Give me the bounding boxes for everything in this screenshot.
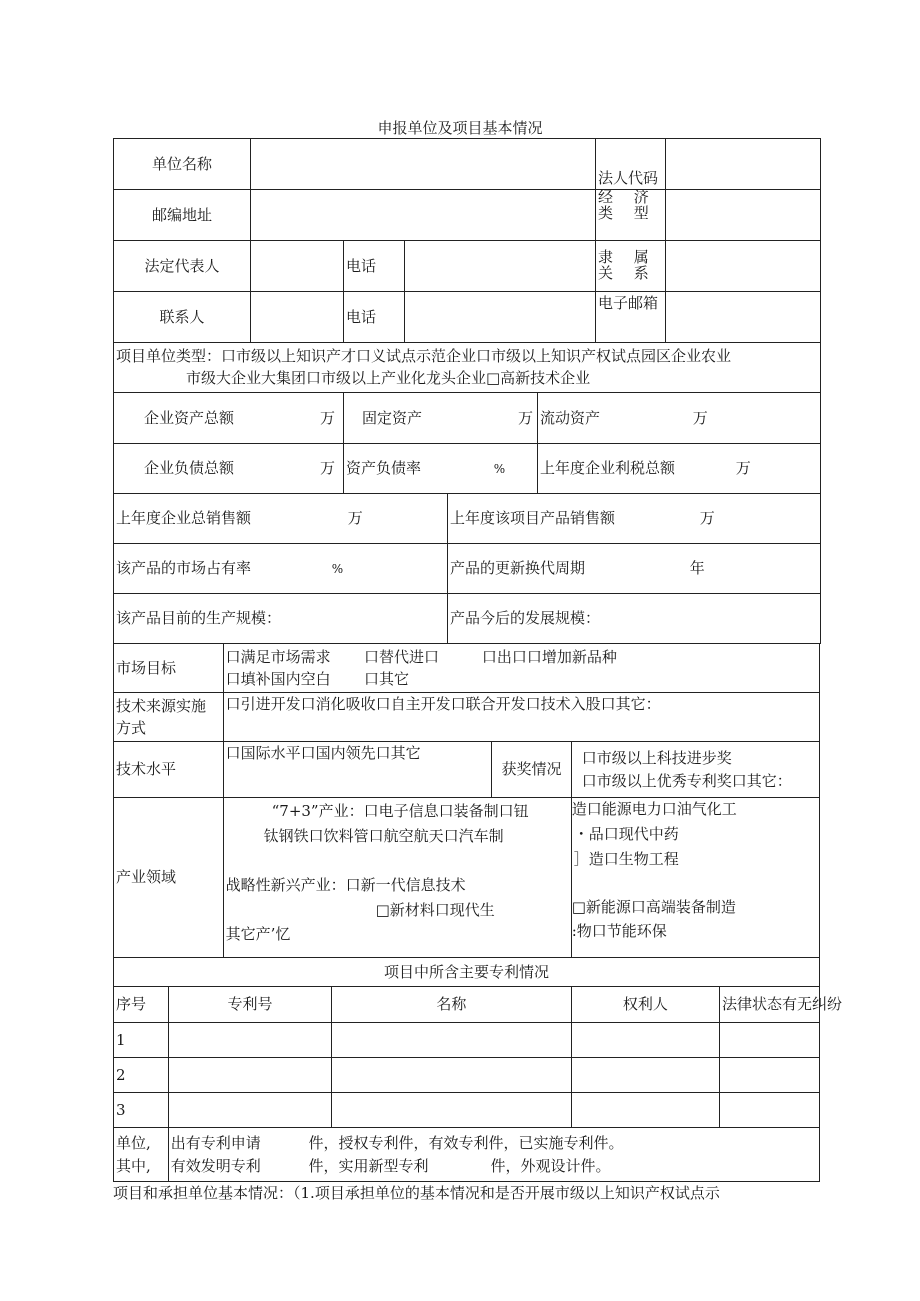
patent-name-cell[interactable] [332,1023,572,1058]
patent-summary-line-1: 出有专利申请 件，授权专利件，有效专利件，已实施专利件。 [170,1134,624,1152]
award-options[interactable] [571,742,819,798]
debt-ratio-label: 资产负债率 [346,459,422,478]
industry-left-line-3: 战略性新兴产业：口新一代信息技术 [225,876,466,894]
patent-header-dispute: 有无纠纷 [782,995,843,1014]
market-share-label: 该产品的市场占有率 [116,559,252,578]
award-line-2: 口市级以上优秀专利奖口其它： [581,771,792,790]
current-scale-cell[interactable] [114,594,448,644]
patent-header-name: 名称 [332,987,572,1023]
last-sales-cell[interactable] [114,494,448,544]
industry-left-line-5: 其它产’忆 [225,925,291,943]
tax-profit-unit: 万 [735,459,751,478]
fixed-assets-label: 固定资产 [362,408,423,427]
address-label: 邮编地址 [114,190,251,241]
unit-name-label: 单位名称 [114,139,251,190]
email-label: 电子邮箱 [596,292,666,343]
econ-type-field[interactable] [666,190,821,241]
proj-sales-cell[interactable] [448,494,821,544]
patent-row-index: 2 [114,1058,169,1093]
market-target-label: 市场目标 [114,644,224,693]
total-liab-cell[interactable] [114,444,344,494]
total-assets-cell[interactable] [114,393,344,444]
cycle-unit: 年 [689,559,705,578]
affiliation-field[interactable] [666,241,821,292]
tech-source-label [114,693,224,742]
legal-code-field[interactable] [666,139,821,190]
market-target-line-1: 口满足市场需求 口替代进口 口出口口增加新品种 [225,647,617,666]
patent-summary-label-1: 单位, [116,1134,151,1152]
industry-right-line-5: :物口节能环保 [571,922,667,940]
current-assets-label: 流动资产 [540,408,601,427]
contact-label: 联系人 [114,292,251,343]
tech-source-label-line-2: 方式 [116,719,147,737]
unit-type-line-2: 市级大企业大集团口市级以上产业化龙头企业□高新技术企业 [186,368,591,387]
table-row [114,1093,820,1128]
patent-header-number: 专利号 [168,987,331,1023]
proj-sales-label: 上年度该项目产品销售额 [450,509,616,528]
patent-status-cell[interactable] [719,1093,819,1128]
legal-code-label: 法人代码 [596,139,666,190]
industry-left-line-1: “7+3”产业：口电子信息口装备制口钮 [271,802,529,820]
future-scale-cell[interactable] [448,594,821,644]
cycle-label: 产品的更新换代周期 [450,559,586,578]
address-field[interactable] [251,190,596,241]
tech-source-label-line-1: 技术来源实施 [116,696,207,715]
patent-status-cell[interactable] [719,1058,819,1093]
legal-rep-label: 法定代表人 [114,241,251,292]
econ-type-line-2: 类 型 [598,203,657,222]
debt-ratio-cell[interactable] [344,444,538,494]
patent-row-index: 1 [114,1023,169,1058]
market-target-options[interactable] [223,644,819,693]
patent-name-cell[interactable] [332,1093,572,1128]
current-assets-cell[interactable] [538,393,821,444]
patents-title: 项目中所含主要专利情况 [114,958,820,987]
patent-name-cell[interactable] [332,1058,572,1093]
award-label: 获奖情况 [492,742,572,798]
tech-level-label: 技术水平 [114,742,224,798]
finance-table [113,392,821,494]
patent-summary[interactable] [168,1128,819,1182]
fixed-assets-unit: 万 [517,408,533,427]
industry-left[interactable] [223,798,571,958]
email-field[interactable] [666,292,821,343]
project-info-table [113,643,843,1182]
patent-summary-label [114,1128,169,1182]
current-scale-label: 该产品目前的生产规模： [116,609,282,628]
market-target-line-2: 口填补国内空白 口其它 [225,670,409,688]
industry-right-line-1: 造口能源电力口油气化工 [571,800,737,818]
unit-type-line-1: 项目单位类型：口市级以上知识产才口义试点示范企业口市级以上知识产权试点园区企业农业 [116,346,732,365]
affiliation-line-2: 关 系 [598,264,657,282]
footer-note: 项目和承担单位基本情况：（1.项目承担单位的基本情况和是否开展市级以上知识产权试点示 [113,1184,720,1202]
industry-right[interactable] [571,798,819,958]
basic-info-table [113,138,821,393]
patent-row-index: 3 [114,1093,169,1128]
page-title: 申报单位及项目基本情况 [377,119,543,137]
tech-source-options[interactable]: 口引进开发口消化吸收口自主开发口联合开发口技术入股口其它： [223,693,819,742]
patent-header-index: 序号 [114,987,169,1023]
industry-right-line-4: □新能源口高端装备制造 [571,898,736,916]
debt-ratio-unit: % [493,462,506,477]
total-liab-unit: 万 [319,459,335,478]
tax-profit-cell[interactable] [538,444,821,494]
unit-type-cell [114,343,821,393]
contact-field[interactable] [251,292,344,343]
legal-rep-field[interactable] [251,241,344,292]
industry-right-line-2: ・品口现代中药 [573,825,679,843]
market-share-unit: % [331,562,344,577]
patent-summary-label-2: 其中, [116,1156,151,1175]
tech-level-options[interactable]: 口国际水平口国内领先口其它 [223,742,492,798]
industry-right-line-3: ］造口生物工程 [573,850,679,868]
cycle-cell[interactable] [448,544,821,594]
patent-status-cell[interactable] [719,1023,819,1058]
phone-field-2[interactable] [405,292,596,343]
fixed-assets-cell[interactable] [344,393,538,444]
patent-holder-cell[interactable] [571,1023,719,1058]
industry-left-line-4: □新材料口现代生 [375,901,495,919]
patent-holder-cell[interactable] [571,1058,719,1093]
econ-type-label [596,190,666,241]
award-line-1: 口市级以上科技进步奖 [581,749,732,767]
patent-header-holder: 权利人 [571,987,719,1023]
patent-holder-cell[interactable] [571,1093,719,1128]
total-liab-label: 企业负债总额 [144,459,235,478]
econ-type-line-1: 经 济 [598,188,657,206]
unit-name-field[interactable] [251,139,596,190]
total-assets-unit: 万 [319,408,335,427]
industry-label: 产业领域 [114,798,224,958]
proj-sales-unit: 万 [699,509,715,528]
tax-profit-label: 上年度企业利税总额 [540,459,676,478]
patent-number-cell[interactable] [168,1023,331,1058]
total-assets-label: 企业资产总额 [144,408,235,427]
patent-summary-line-2: 有效发明专利 件，实用新型专利 件，外观设计件。 [170,1156,611,1175]
sales-table [113,493,821,644]
market-share-cell[interactable] [114,544,448,594]
industry-left-line-2: 钛钢铁口饮料管口航空航天口汽车制 [263,827,504,845]
last-sales-unit: 万 [347,509,363,528]
patent-header-status-dispute [719,987,843,1023]
patent-header-status: 法律状态 [721,995,782,1014]
phone-label-2: 电话 [344,292,405,343]
affiliation-label [596,241,666,292]
table-row [114,1058,820,1093]
affiliation-line-1: 隶 属 [598,248,657,267]
future-scale-label: 产品今后的发展规模： [450,609,601,628]
table-row [114,1023,820,1058]
current-assets-unit: 万 [692,408,708,427]
patent-number-cell[interactable] [168,1058,331,1093]
last-sales-label: 上年度企业总销售额 [116,509,252,528]
phone-field-1[interactable] [405,241,596,292]
phone-label-1: 电话 [344,241,405,292]
patent-number-cell[interactable] [168,1093,331,1128]
